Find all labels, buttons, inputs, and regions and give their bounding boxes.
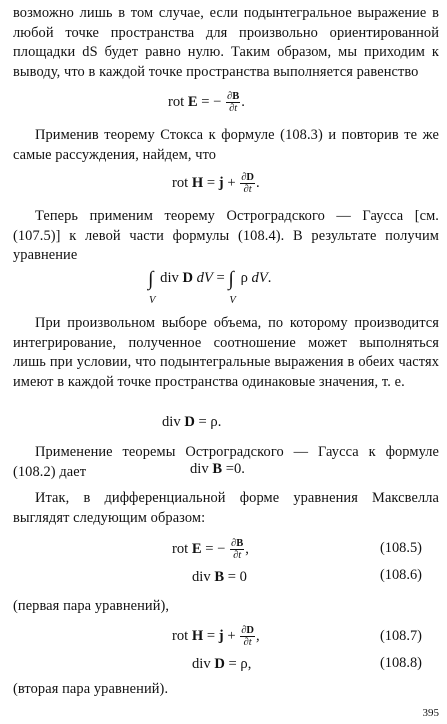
- symbol-h: H: [191, 174, 204, 191]
- equation-108-6: div B = 0: [192, 569, 247, 585]
- paragraph-1: возможно лишь в том случае, если подынтегральное выражение в любой точке пространства для произвольно ориентированной площадки dS будет равно нулю. Таким образом, мы приходим к выводу, что в каждой точке пространства выполняется равенство: [13, 5, 439, 80]
- paragraph-8: (вторая пара уравнений).: [13, 681, 169, 697]
- equation-number-108-5: (108.5): [380, 540, 422, 556]
- fraction-dd-dt: $\frac{\partial D}{\partial t}$: [241, 172, 254, 195]
- rot-operator: rot: [168, 93, 185, 110]
- equation-div-b: div B =0.: [190, 461, 245, 477]
- equation-gauss-integral: ∫ V div D dV = ∫ V ρ dV.: [148, 267, 272, 306]
- paragraph-3: Теперь применим теорему Остроградского — Гаусса [см. (107.5)] к левой части формулы (108.4). В результате получим уравнение: [13, 208, 439, 264]
- equation-number-108-6: (108.6): [380, 567, 422, 583]
- page-number: 395: [422, 707, 439, 719]
- equation-number-108-7: (108.7): [380, 628, 422, 644]
- equation-div-d: div D = ρ.: [162, 414, 222, 430]
- equation-number-108-8: (108.8): [380, 655, 422, 671]
- equation-108-8: div D = ρ,: [192, 656, 252, 672]
- paragraph-7: (первая пара уравнений),: [13, 598, 170, 614]
- symbol-j: j: [218, 174, 224, 191]
- equation-108-5: rot E = − $\frac{\partial B}{\partial t}$ ,: [172, 538, 249, 561]
- paragraph-2: Применив теорему Стокса к формуле (108.3) и повторив те же самые рассуждения, найдем, что: [13, 127, 439, 163]
- fraction-db-dt: $\frac{\partial B}{\partial t}$: [227, 91, 240, 114]
- paragraph-4: При произвольном выборе объема, по которому производится интегрирование, полученное соотношение может выполняться лишь при условии, что подынтегральные выражения в обеих частях имеют в каждой точке пространства одинаковые значения, т. е.: [13, 315, 439, 390]
- equals-minus: = −: [201, 93, 222, 110]
- equation-rot-e: rot E = − $\frac{\partial B}{\partial t}$ .: [168, 91, 245, 114]
- paragraph-6: Итак, в дифференциальной форме уравнения Максвелла выглядят следующим образом:: [13, 490, 439, 526]
- paragraph-5: Применение теоремы Остроградского — Гаусса к формуле (108.2) дает: [13, 444, 439, 480]
- symbol-e: E: [187, 93, 198, 110]
- equation-rot-h: rot H = j + $\frac{\partial D}{\partial t}$ .: [172, 172, 260, 195]
- integral-sign-right: ∫ V: [228, 267, 236, 306]
- equation-108-7: rot H = j + $\frac{\partial D}{\partial t}$ ,: [172, 625, 260, 648]
- integral-sign-left: ∫ V: [148, 267, 156, 306]
